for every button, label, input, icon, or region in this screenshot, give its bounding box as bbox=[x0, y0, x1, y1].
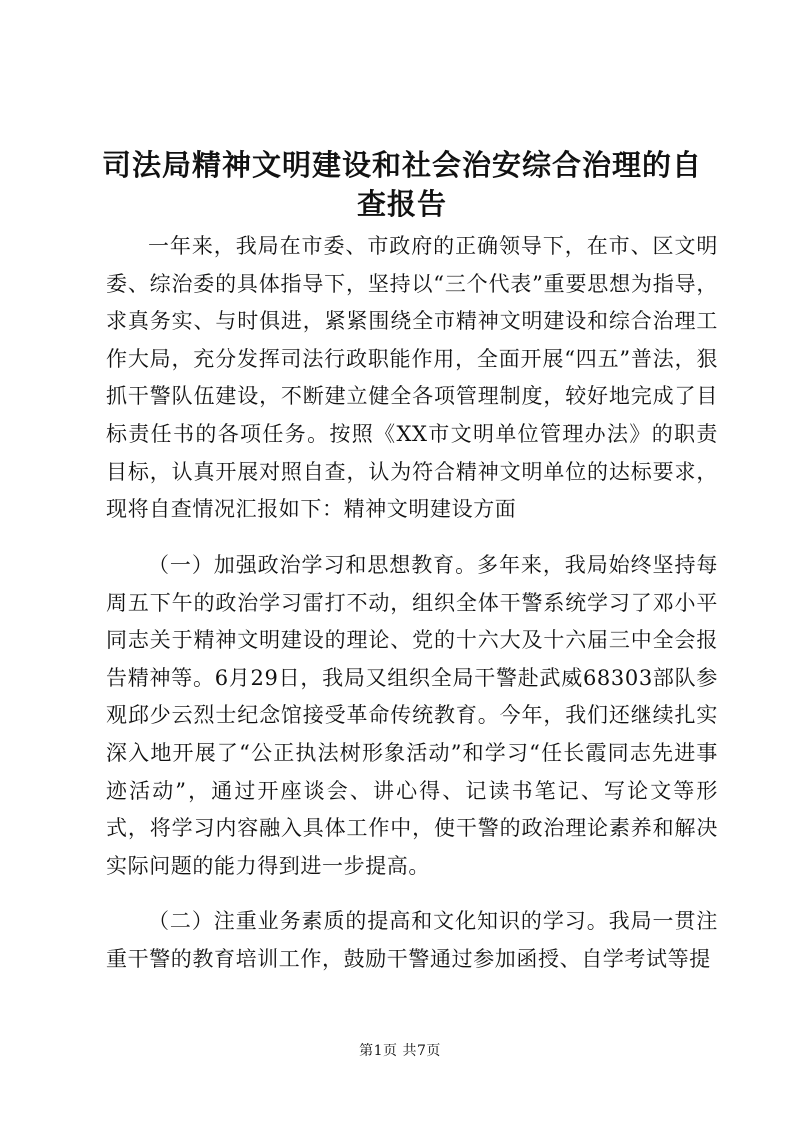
paragraph-intro: 一年来，我局在市委、市政府的正确领导下，在市、区文明委、综治委的具体指导下，坚持以“三个代表”重要思想为指导，求真务实、与时俱进，紧紧围绕全市精神文明建设和综合治理工作大局，充分发挥司法行政职能作用，全面开展“四五”普法，狠抓干警队伍建设，不断建立健全各项管理制度，较好地完成了目标责任书的各项任务。按照《XX市文明单位管理办法》的职责目标，认真开展对照自查，认为符合精神文明单位的达标要求，现将自查情况汇报如下：精神文明建设方面 bbox=[106, 234, 718, 522]
paragraph-professional-training: （二）注重业务素质的提高和文化知识的学习。我局一贯注重干警的教育培训工作，鼓励干警通过参加函授、自学考试等提 bbox=[106, 909, 718, 971]
paragraph-political-study: （一）加强政治学习和思想教育。多年来，我局始终坚持每周五下午的政治学习雷打不动，组织全体干警系统学习了邓小平同志关于精神文明建设的理论、党的十六大及十六届三中全会报告精神等。6月29日，我局又组织全局干警赴武威68303部队参观邱少云烈士纪念馆接受革命传统教育。今年，我们还继续扎实深入地开展了“公正执法树形象活动”和学习“任长霞同志先进事迹活动”，通过开座谈会、讲心得、记读书笔记、写论文等形式，将学习内容融入具体工作中，使干警的政治理论素养和解决实际问题的能力得到进一步提高。 bbox=[106, 553, 718, 878]
document-title: 司法局精神文明建设和社会治安综合治理的自查报告 bbox=[101, 148, 702, 221]
page-number-footer: 第1页 共7页 bbox=[359, 1043, 441, 1059]
